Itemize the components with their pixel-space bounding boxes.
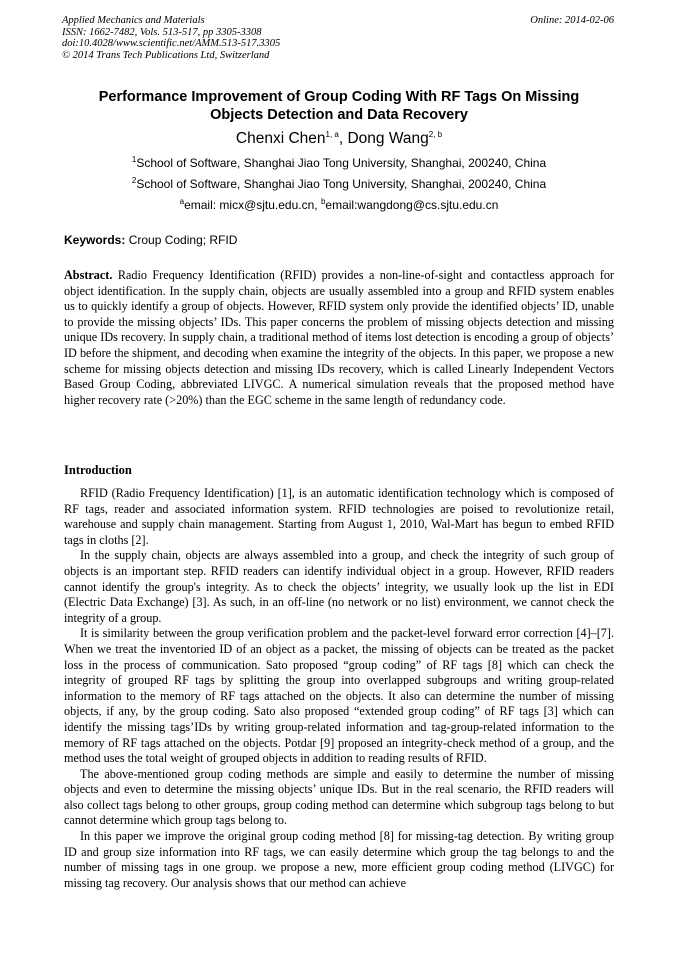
- abstract-block: [64, 268, 614, 408]
- intro-paragraph-3: It is similarity between the group verification problem and the packet-level forward error correction [4]–[7]. When we treat the inventoried ID of an object as a packet, the missing of objects can be treated as the packet loss in the process of communication. Sato proposed “group coding” of RF tags [8] which can check the integrity of grouped RF tags by splitting the group into overlapped subgroups and writing group-related information to the memory of RF tags attached on the objects. It also can determine the number of missing objects, if any, by the group coding. Sato also proposed “extended group coding” of RF tags [3] which can identify the missing tags’IDs by writing group-related information and tag-group-related information to the memory of RF tags attached on the objects. Potdar [9] proposed an integrity-check method of a group, and the method uses the total weight of grouped objects in addition to reading results of RFID.: [64, 626, 614, 766]
- affiliation-2-sup: 2: [131, 176, 137, 185]
- paper-title: [40, 88, 638, 124]
- introduction-heading: Introduction: [64, 463, 132, 477]
- intro-paragraph-4: The above-mentioned group coding methods are simple and easily to determine the number of missing objects and even to determine the missing objects’ unique IDs. But in the real scenario, the RFID readers will also collect tags belong to other groups, group coding method can determine which subgroup tags belong to but cannot determine which group tags belong to.: [64, 766, 614, 828]
- affiliation-1-sup: 1: [131, 155, 137, 164]
- author-1-sup: 1, a: [325, 129, 339, 139]
- keywords-text: Croup Coding; RFID: [125, 233, 238, 247]
- intro-paragraph-2: In the supply chain, objects are always assembled into a group, and check the integrity of such group of objects is an important step. RFID readers can identify individual object in a group. However, RFID readers cannot identify the group's integrity. As to check the objects’ integrity, we usually look up the list in EDI (Electric Data Exchange) [3]. As such, in an off-line (no network or no list) environment, we cannot check the integrity of a group.: [64, 548, 614, 625]
- introduction-body: [64, 486, 614, 891]
- abstract-label: Abstract.: [64, 268, 113, 282]
- author-2-name: Dong Wang: [347, 130, 429, 147]
- doi-line: doi:10.4028/www.scientific.net/AMM.513-517.3305: [62, 38, 281, 49]
- copyright-line: © 2014 Trans Tech Publications Ltd, Switzerland: [62, 49, 270, 61]
- abstract-text: Radio Frequency Identification (RFID) provides a non-line-of-sight and contactless approach for object identification. In the supply chain, objects are usually assembled into a group and RFID system enables us to quickly identify a group of objects. However, RFID system only provide the identified objects’ ID, unable to provide the missing objects’ IDs. This paper concerns the problem of missing objects detection and missing unique IDs recovery. In supply chain, a traditional method of items lost detection is encoding a group of objects’ ID before the shipment, and decoding when examine the integrity of the objects. In this paper, we propose a new scheme for missing objects detection and missing IDs recovery, which is called Linearly Independent Vectors Based Group Coding, abbreviated LIVGC. A numerical simulation reveals that the proposed method have higher recovery rate (>20%) than the EGC scheme in the same length of redundancy code.: [64, 268, 614, 407]
- title-line-1: Performance Improvement of Group Coding With RF Tags On Missing: [98, 89, 580, 105]
- email-a: email: micx@sjtu.edu.cn,: [184, 198, 321, 212]
- journal-header: [62, 15, 618, 61]
- affiliation-1: [40, 156, 638, 171]
- email-b-sup: b: [320, 197, 326, 206]
- affiliation-2: [40, 177, 638, 192]
- online-date: Online: 2014-02-06: [530, 15, 614, 26]
- author-2-sup: 2, b: [428, 129, 443, 139]
- author-separator: ,: [338, 130, 348, 147]
- title-line-2: Objects Detection and Data Recovery: [210, 107, 468, 123]
- email-a-sup: a: [179, 197, 185, 206]
- keywords-label: Keywords:: [64, 233, 126, 247]
- email-line: [40, 198, 638, 213]
- abstract-paragraph: [64, 268, 614, 408]
- affiliation-2-text: School of Software, Shanghai Jiao Tong University, Shanghai, 200240, China: [136, 177, 547, 191]
- intro-paragraph-5: In this paper we improve the original group coding method [8] for missing-tag detection. By writing group ID and group size information into RF tags, we can easily determine which group the tag belongs to and the number of missing tags in one group. we propose a new, more efficient group coding method (LIVGC) for missing tag recovery. Our analysis shows that our method can achieve: [64, 829, 614, 890]
- author-1-name: Chenxi Chen: [235, 130, 326, 147]
- intro-paragraph-1: RFID (Radio Frequency Identification) [1], is an automatic identification technology which is composed of RF tags, reader and associated information system. RFID technologies are poised to revolutionize retail, warehouse and supply chain management. Starting from August 1, 2010, Wal-Mart has begun to embed RFID tags in cloths [2].: [64, 486, 614, 547]
- issn-line: ISSN: 1662-7482, Vols. 513-517, pp 3305-3308: [62, 26, 262, 38]
- affiliation-1-text: School of Software, Shanghai Jiao Tong University, Shanghai, 200240, China: [136, 156, 547, 170]
- journal-name: Applied Mechanics and Materials: [62, 15, 205, 26]
- author-list: [40, 129, 638, 149]
- email-b: email:wangdong@cs.sjtu.edu.cn: [325, 198, 499, 212]
- keywords-line: [64, 233, 237, 248]
